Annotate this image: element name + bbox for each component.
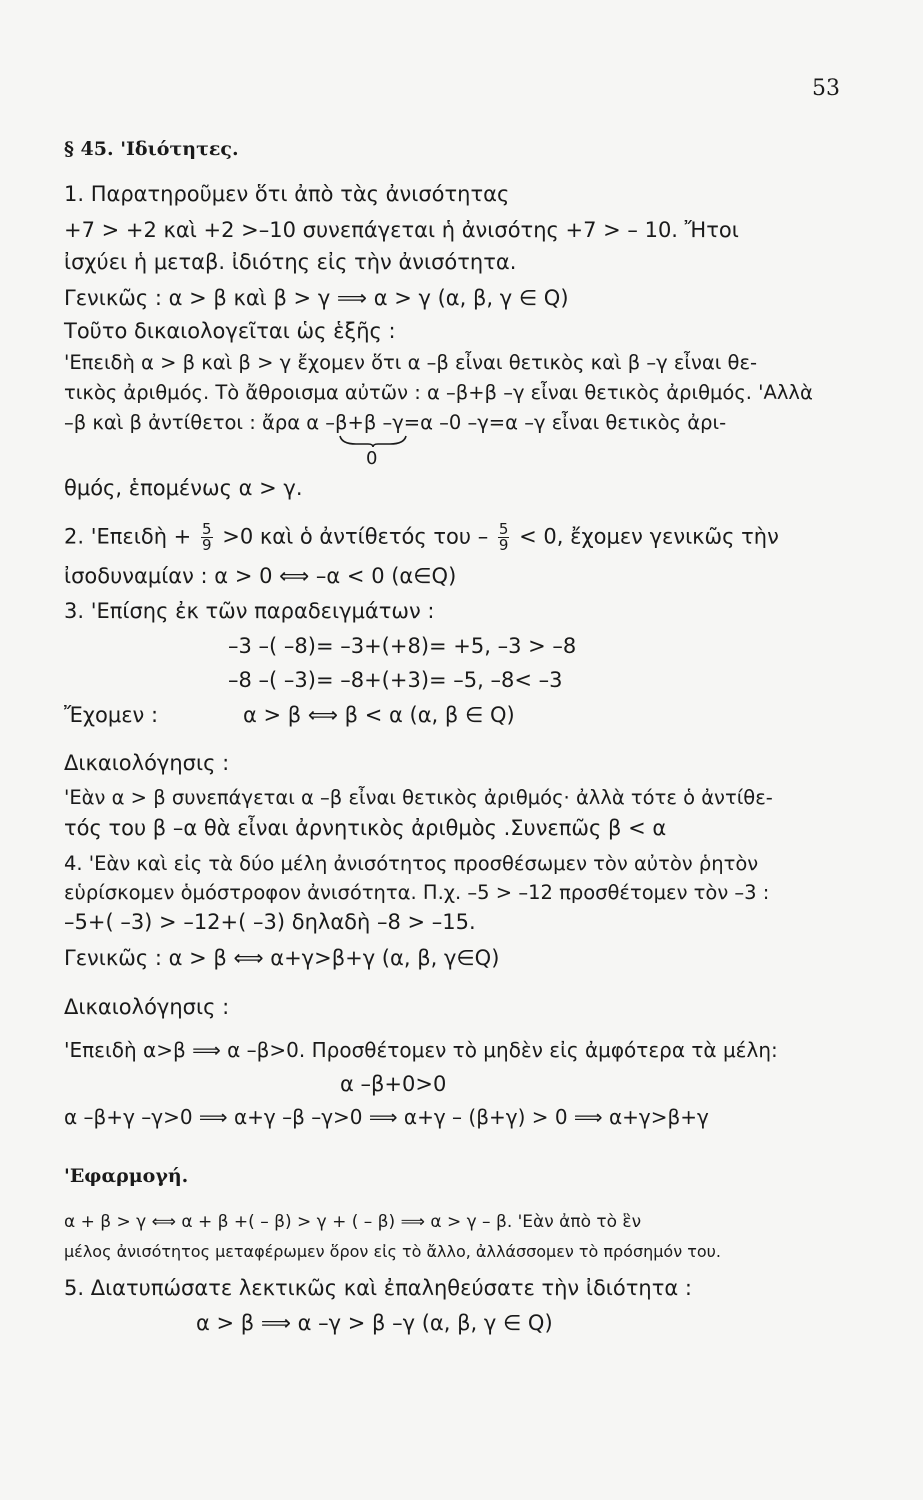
frac-num: 5 (498, 520, 509, 538)
text-line-17: 'Εὰν α > β συνεπάγεται α –β εἶναι θετικὸς ἀριθμός· ἀλλὰ τότε ὁ ἀντίθε- (64, 786, 773, 809)
text-line-1: 1. Παρατηροῦμεν ὅτι ἀπὸ τὰς ἀνισότητας (64, 182, 510, 206)
text-line-7: τικὸς ἀριθμός. Τὸ ἄθροισμα αὐτῶν : α –β+β –γ εἶναι θετικὸς ἀριθμός. 'Αλλὰ (64, 381, 813, 404)
section-heading: § 45. 'Ιδιότητες. (64, 138, 239, 160)
text-line-21: –5+( –3) > –12+( –3) δηλαδὴ –8 > –15. (64, 910, 476, 934)
text-line-19: 4. 'Εὰν καὶ εἰς τὰ δύο μέλη ἀνισότητος προσθέσωμεν τὸν αὐτὸν ῥητὸν (64, 852, 759, 875)
rule-equivalence-opposite: ἰσοδυναμίαν : α > 0 ⟺ –α < 0 (α∈Q) (64, 564, 457, 588)
text-line-24: 'Επειδὴ α>β ⟹ α –β>0. Προσθέτομεν τὸ μηδὲν εἰς ἀμφότερα τὰ μέλη: (64, 1038, 778, 1062)
text-line-2: +7 > +2 καὶ +2 >–10 συνεπάγεται ἡ ἀνισότης +7 > – 10. Ἤτοι (64, 218, 739, 242)
text-line-18: τός του β –α θὰ εἶναι ἀρνητικὸς ἀριθμὸς .Συνεπῶς β < α (64, 816, 667, 840)
text-line-6: 'Επειδὴ α > β καὶ β > γ ἔχομεν ὅτι α –β εἶναι θετικὸς καὶ β –γ εἶναι θε- (64, 351, 758, 374)
rule-transitive: Γενικῶς : α > β καὶ β > γ ⟹ α > γ (α, β, γ ∈ Q) (64, 286, 569, 310)
line10-part-a: 2. 'Επειδὴ + (64, 524, 192, 549)
text-line-29: μέλος ἀνισότητος μεταφέρωμεν ὅρον εἰς τὸ ἄλλο, ἀλλάσσομεν τὸ πρόσημόν του. (64, 1242, 722, 1261)
text-line-30: 5. Διατυπώσατε λεκτικῶς καὶ ἐπαληθεύσατε τὴν ἰδιότητα : (64, 1276, 692, 1300)
frac-den: 9 (498, 536, 509, 554)
text-line-25: α –β+0>0 (340, 1072, 447, 1096)
rule-additive: Γενικῶς : α > β ⟺ α+γ>β+γ (α, β, γ∈Q) (64, 946, 500, 970)
text-line-3: ἰσχύει ἡ μεταβ. ἰδιότης εἰς τὴν ἀνισότητα. (64, 250, 517, 274)
justification-label-1: Δικαιολόγησις : (64, 751, 230, 775)
application-heading: 'Εφαρμογή. (64, 1165, 189, 1187)
text-line-15: Ἔχομεν : (64, 703, 159, 727)
underbrace-icon (338, 434, 408, 448)
text-line-12: 3. 'Επίσης ἐκ τῶν παραδειγμάτων : (64, 599, 435, 623)
fraction-minus-five-ninths (498, 522, 510, 553)
frac-num: 5 (201, 520, 212, 538)
text-line-20: εὑρίσκομεν ὁμόστροφον ἀνισότητα. Π.χ. –5 > –12 προσθέτομεν τὸν –3 : (64, 881, 770, 904)
example-line-1: –3 –( –8)= –3+(+8)= +5, –3 > –8 (228, 634, 577, 658)
frac-den: 9 (201, 536, 212, 554)
line10-part-c: < 0, ἔχομεν γενικῶς τὴν (519, 524, 779, 549)
text-line-9: θμός, ἑπομένως α > γ. (64, 476, 303, 500)
underbrace-zero: 0 (366, 448, 378, 469)
text-line-8: –β καὶ β ἀντίθετοι : ἄρα α –β+β –γ=α –0 –γ=α –γ εἶναι θετικὸς ἀρι- (64, 411, 727, 434)
example-line-2: –8 –( –3)= –8+(+3)= –5, –8< –3 (228, 668, 563, 692)
rule-subtractive: α > β ⟹ α –γ > β –γ (α, β, γ ∈ Q) (196, 1311, 553, 1335)
text-line-26: α –β+γ –γ>0 ⟹ α+γ –β –γ>0 ⟹ α+γ – (β+γ) > 0 ⟹ α+γ>β+γ (64, 1105, 709, 1129)
line10-part-b: >0 καὶ ὁ ἀντίθετός του – (222, 524, 489, 549)
text-line-28: α + β > γ ⟺ α + β +( – β) > γ + ( – β) ⟹ α > γ – β. 'Εὰν ἀπὸ τὸ ἓν (64, 1212, 642, 1232)
justification-label-2: Δικαιολόγησις : (64, 995, 230, 1019)
text-line-10 (64, 522, 779, 553)
fraction-plus-five-ninths (201, 522, 213, 553)
page-number: 53 (812, 76, 840, 101)
rule-symmetry: α > β ⟺ β < α (α, β ∈ Q) (243, 703, 515, 727)
text-line-5: Τοῦτο δικαιολογεῖται ὡς ἑξῆς : (64, 319, 396, 343)
